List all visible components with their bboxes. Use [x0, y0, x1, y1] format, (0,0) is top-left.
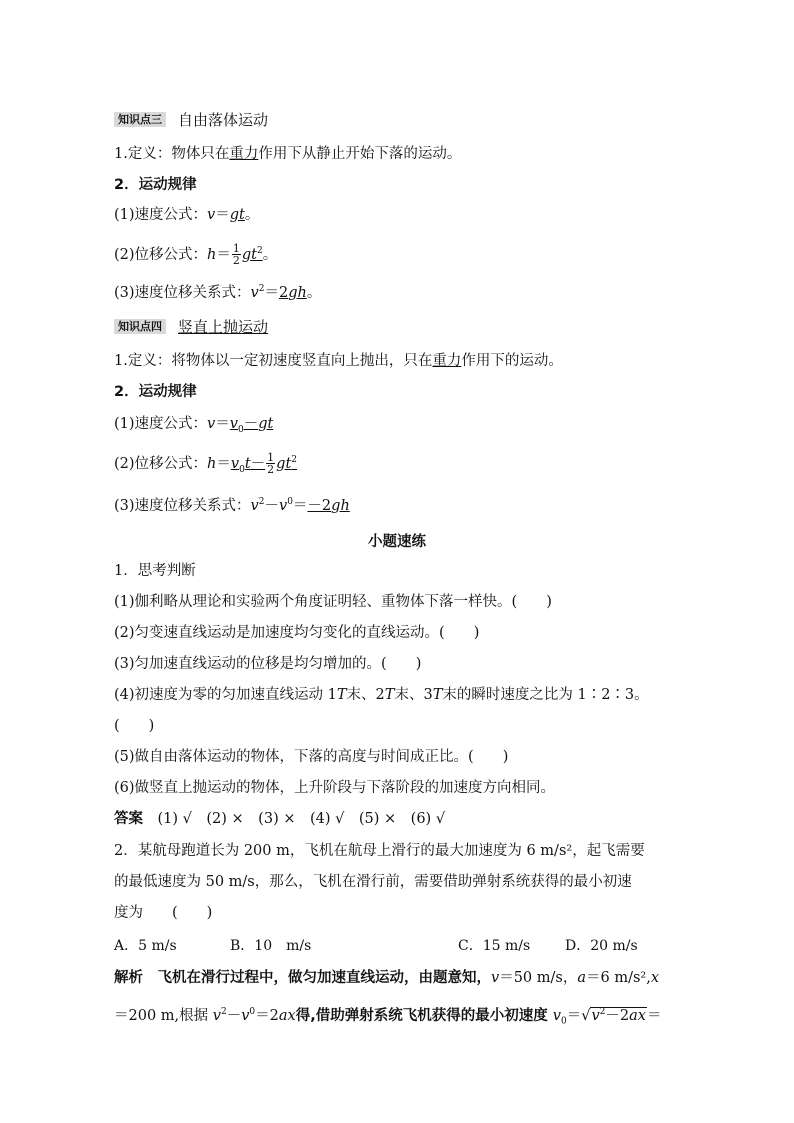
velocity-formula: (1)速度公式：v＝gt。 — [114, 207, 260, 223]
section-title: 竖直上抛运动 — [178, 318, 269, 336]
velocity-displacement-formula: (3)速度位移关系式：$v^2-v^0=-2gh$ — [114, 497, 350, 514]
option-b: B．10 m/s — [230, 938, 312, 954]
question-2-line-2: 的最低速度为 50 m/s，那么，飞机在滑行前，需要借助弹射系统获得的最小初速 — [114, 874, 632, 890]
judge-item-5: (5)做自由落体运动的物体，下落的高度与时间成正比。( ) — [114, 749, 509, 765]
section-title: 自由落体运动 — [178, 111, 269, 129]
section-3-header — [114, 110, 268, 131]
definition-line: 1.定义：将物体以一定初速度竖直向上抛出，只在重力作用下的运动。 — [114, 353, 563, 369]
option-d: D．20 m/s — [565, 938, 638, 954]
judge-item-4: (4)初速度为零的匀加速直线运动 1T末、2T末、3T末的瞬时速度之比为 1∶2∶3。 — [114, 687, 649, 703]
judge-item-2: (2)匀变速直线运动是加速度均匀变化的直线运动。( ) — [114, 625, 480, 641]
judge-item-1: (1)伽利略从理论和实验两个角度证明轻、重物体下落一样快。( ) — [114, 594, 552, 610]
practice-heading: 小题速练 — [368, 534, 426, 550]
option-c: C．15 m/s — [458, 938, 531, 954]
solution-line-1: 解析 飞机在滑行过程中，做匀加速直线运动，由题意知，v＝50 m/s，a＝6 m/s²,x — [114, 970, 660, 986]
question-2-line-1: 2．某航母跑道长为 200 m，飞机在航母上滑行的最大加速度为 6 m/s²，起飞需要 — [114, 843, 645, 859]
rule-heading: 2．运动规律 — [114, 177, 197, 193]
question-1-title: 1．思考判断 — [114, 563, 196, 579]
displacement-formula: (2)位移公式：h＝ $\frac{1}{2}$ $gt^2$。 — [114, 242, 278, 268]
solution-line-2: ＝200 m,根据 $v^2-v^0=2ax$得,借助弹射系统飞机获得的最小初速度 $v_0=√v^2-2ax=$ — [114, 1007, 662, 1027]
judge-item-3: (3)匀加速直线运动的位移是均匀增加的。( ) — [114, 656, 422, 672]
rule-heading: 2．运动规律 — [114, 384, 197, 400]
section-tag: 知识点四 — [114, 319, 166, 334]
displacement-formula: (2)位移公式：$h=v_0t-$ $\frac{1}{2}$ $gt^2$ — [114, 451, 297, 477]
answer-line: 答案 (1) √ (2) × (3) × (4) √ (5) × (6) √ — [114, 811, 446, 827]
velocity-displacement-formula: (3)速度位移关系式：$v^2=2gh$。 — [114, 284, 322, 301]
question-2-line-3: 度为 ( ) — [114, 905, 213, 921]
option-a: A．5 m/s — [114, 938, 177, 954]
judge-item-4-bracket: ( ) — [114, 718, 155, 734]
section-tag: 知识点三 — [114, 112, 166, 127]
judge-item-6: (6)做竖直上抛运动的物体，上升阶段与下落阶段的加速度方向相同。 — [114, 780, 556, 796]
section-4-header — [114, 317, 268, 338]
velocity-formula: (1)速度公式：$v=v_0-gt$ — [114, 416, 274, 435]
definition-line: 1.定义：物体只在重力作用下从静止开始下落的运动。 — [114, 146, 462, 162]
